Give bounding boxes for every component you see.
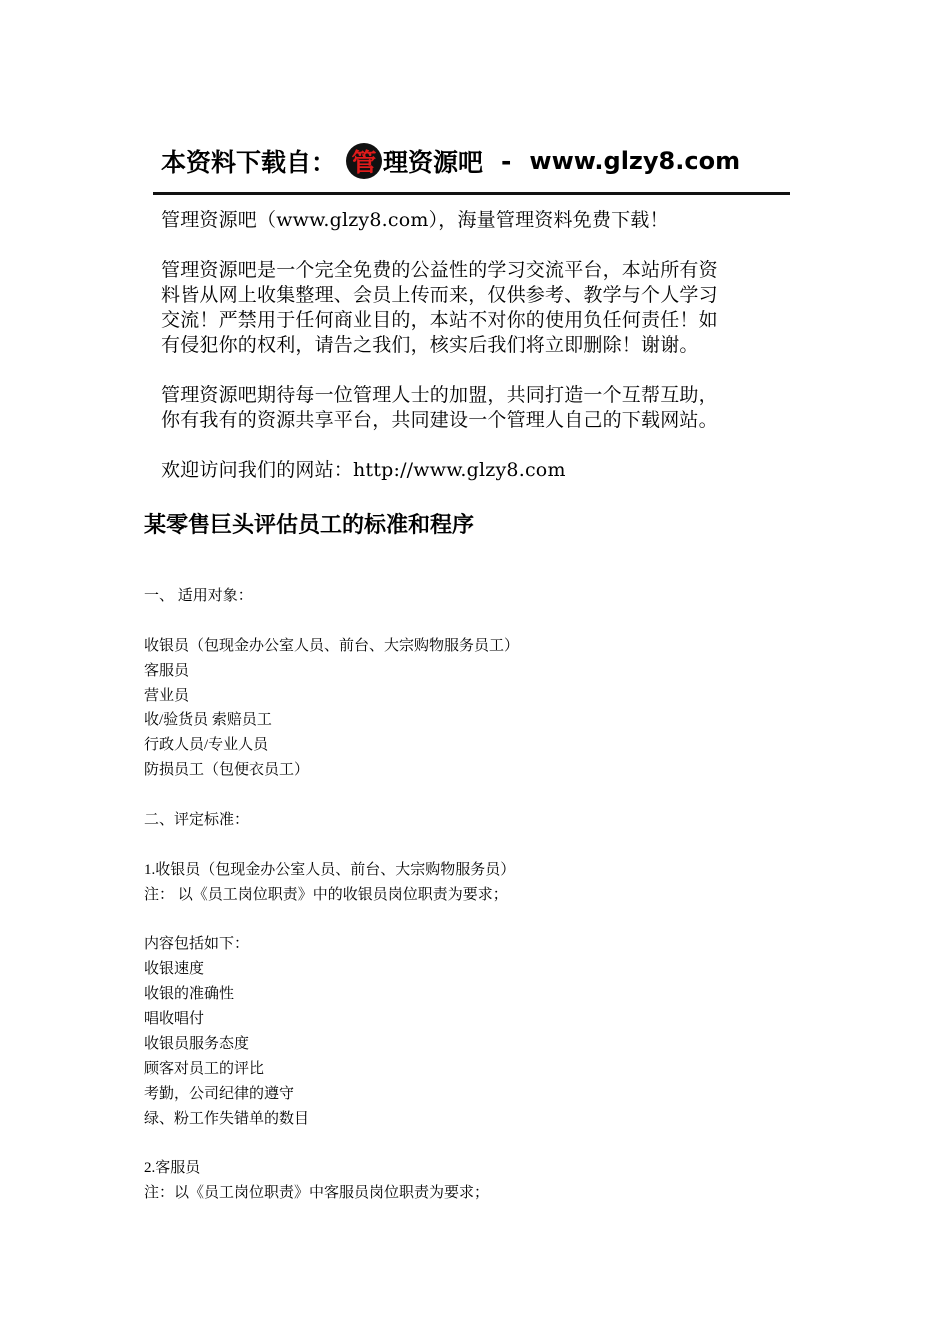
spacer <box>144 908 804 933</box>
item-title: 1.收银员（包现金办公室人员、前台、大宗购物服务员） <box>144 861 516 878</box>
item-note: 注： 以《员工岗位职责》中的收银员岗位职责为要求； <box>144 886 508 903</box>
list-item: 收银速度 <box>144 961 205 978</box>
item-note: 注：以《员工岗位职责》中客服员岗位职责为要求； <box>144 1185 490 1202</box>
banner-disclaimer-line: 管理资源吧是一个完全免费的公益性的学习交流平台，本站所有资 <box>161 259 718 281</box>
spacer <box>144 833 804 858</box>
list-item: 收/验货员 索赔员工 <box>144 712 272 729</box>
banner-dash: - <box>501 146 512 176</box>
spacer <box>161 358 791 383</box>
document-body <box>144 584 804 1206</box>
list-item: 唱收唱付 <box>144 1011 205 1028</box>
spacer <box>144 783 804 808</box>
spacer <box>161 433 791 458</box>
item-title: 2.客服员 <box>144 1160 201 1177</box>
list-item: 绿、粉工作失错单的数目 <box>144 1110 310 1127</box>
section-heading: 一、 适用对象： <box>144 588 253 604</box>
spacer <box>161 233 791 258</box>
banner-intro: 管理资源吧（www.glzy8.com），海量管理资料免费下载！ <box>161 209 669 231</box>
list-item: 收银员服务态度 <box>144 1036 250 1053</box>
banner-invite-line: 管理资源吧期待每一位管理人士的加盟，共同打造一个互帮互助， <box>161 384 718 406</box>
banner-divider <box>153 192 790 195</box>
banner-disclaimer-line: 交流！严禁用于任何商业目的，本站不对你的使用负任何责任！如 <box>161 309 718 331</box>
section-heading: 二、评定标准： <box>144 812 250 829</box>
banner-header <box>161 136 740 186</box>
list-item: 防损员工（包便衣员工） <box>144 762 310 779</box>
spacer <box>144 609 804 634</box>
download-banner <box>153 132 793 488</box>
document-title: 某零售巨头评估员工的标准和程序 <box>144 512 475 538</box>
spacer <box>144 1132 804 1157</box>
site-logo-icon: 管 <box>346 143 382 179</box>
banner-invite-line: 你有我有的资源共享平台，共同建设一个管理人自己的下载网站。 <box>161 409 718 431</box>
banner-body <box>161 208 791 483</box>
document-article <box>144 508 804 1206</box>
contents-heading: 内容包括如下： <box>144 936 250 953</box>
list-item: 收银的准确性 <box>144 986 235 1003</box>
list-item: 顾客对员工的评比 <box>144 1060 265 1077</box>
list-item: 考勤，公司纪律的遵守 <box>144 1085 295 1102</box>
banner-disclaimer-line: 有侵犯你的权利，请告之我们，核实后我们将立即删除！谢谢。 <box>161 334 699 356</box>
list-item: 行政人员/专业人员 <box>144 737 269 754</box>
banner-prefix: 本资料下载自： <box>161 148 337 177</box>
banner-url: www.glzy8.com <box>529 147 741 175</box>
list-item: 营业员 <box>144 687 190 704</box>
banner-disclaimer-line: 料皆从网上收集整理、会员上传而来，仅供参考、教学与个人学习 <box>161 284 718 306</box>
list-item: 收银员（包现金办公室人员、前台、大宗购物服务员工） <box>144 637 520 654</box>
banner-welcome: 欢迎访问我们的网站：http://www.glzy8.com <box>161 459 566 481</box>
banner-site-name: 理资源吧 <box>383 148 484 177</box>
list-item: 客服员 <box>144 662 190 679</box>
